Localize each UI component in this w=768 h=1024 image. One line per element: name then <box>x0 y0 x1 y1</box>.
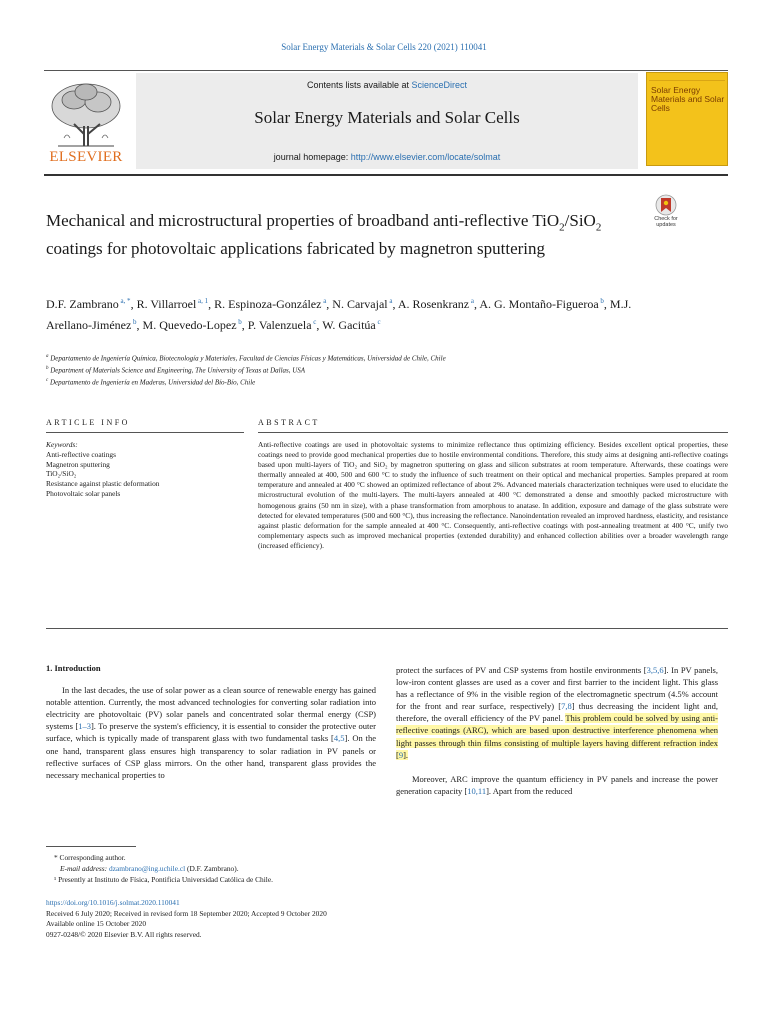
journal-citation[interactable]: Solar Energy Materials & Solar Cells 220 (2021) 110041 <box>281 42 487 52</box>
author-separator: , <box>316 318 323 332</box>
affiliation-list <box>46 352 726 387</box>
author-separator: , <box>136 318 143 332</box>
article-info-rule <box>46 432 244 433</box>
elsevier-wordmark: ELSEVIER <box>49 149 123 165</box>
author-affiliation-mark[interactable]: a <box>387 297 393 305</box>
author-name[interactable]: M. Quevedo-Lopez <box>142 318 237 332</box>
intro-paragraph-1: In the last decades, the use of solar power as a clean source of renewable energy has gained notable attention. Currently, the most advanced technologies for converting solar radiation into electricity are photovoltaic (PV) solar panels and concentrated solar thermal energy (CSP) systems [1–3]. To preserve the system's efficiency, it is essential to consider the protective outer surface, which is typically made of transparent glass with two fundamental tasks [4,5]. On the one hand, transparent glass ensures high transparency to solar radiation in PV panels or reflective surfaces of CSP glass mirrors. On the other hand, transparent glass provides the necessary mechanical properties to <box>46 685 377 780</box>
doi-link[interactable]: https://doi.org/10.1016/j.solmat.2020.110041 <box>46 898 180 907</box>
author-affiliation-mark[interactable]: c <box>375 318 381 326</box>
reference-link[interactable]: 3,5,6 <box>646 665 664 675</box>
contents-availability <box>136 80 638 90</box>
affiliation-mark: a <box>46 354 49 359</box>
header-bottom-rule <box>44 174 728 176</box>
keywords-label: Keywords: <box>46 440 78 449</box>
footnotes <box>46 852 726 885</box>
keyword-item: Photovoltaic solar panels <box>46 488 121 498</box>
reference-link[interactable]: 9 <box>398 749 404 760</box>
sciencedirect-link[interactable]: ScienceDirect <box>411 80 468 90</box>
keyword-item: TiO₂/SiO₂ <box>46 469 77 479</box>
author-affiliation-mark[interactable]: b <box>131 318 137 326</box>
bookmark-icon <box>646 194 686 216</box>
affiliation-text: Department of Materials Science and Engineering, The University of Texas at Dallas, USA <box>48 366 306 375</box>
article-title: Mechanical and microstructural properties of broadband anti-reflective TiO$_2$/SiO$_2$ coatings for photovoltaic applications fabricated by magnetron sputtering <box>46 211 602 259</box>
journal-homepage <box>136 152 638 162</box>
publication-info <box>46 898 726 940</box>
author-separator: , <box>392 297 398 311</box>
homepage-link[interactable]: http://www.elsevier.com/locate/solmat <box>350 152 501 162</box>
author-separator: , <box>603 297 610 311</box>
affiliation-mark: b <box>46 365 49 371</box>
abstract-heading: ABSTRACT <box>258 418 320 427</box>
cover-title: Solar Energy Materials and Solar Cells <box>651 85 725 113</box>
abstract-bottom-rule <box>46 628 728 629</box>
affiliation-text: Departamento de Ingeniería en Maderas, Universidad del Bío-Bío, Chile <box>48 377 256 386</box>
keyword-item: Anti-reflective coatings <box>46 449 116 459</box>
author-affiliation-mark[interactable]: c <box>311 318 317 326</box>
author-separator: , <box>208 297 215 311</box>
author-name[interactable]: A. G. Montaño-Figueroa <box>479 297 599 311</box>
check-for-updates-label: Check for updates <box>654 216 678 228</box>
section-heading-introduction: 1. Introduction <box>46 663 101 673</box>
author-name[interactable]: N. Carvajal <box>332 297 388 311</box>
author-separator: , <box>241 318 248 332</box>
affiliation-mark: c <box>46 377 49 383</box>
abstract-text: Anti-reflective coatings are used in photovoltaic systems to minimize reflectance thus optimizing efficiency. Besides excellent optical properties, these coatings need to provide good mechanical properties due to hostile environmental conditions. Therefore, this study aims at designing anti-reflective coatings based upon multi-layers of TiO₂ and SiO₂ by magnetron sputtering on glass and silicon substrates at room temperature. Afterwards, these coatings were thermally annealed at 400, 500 and 600 °C to study the influence of such treatment on their optical and mechanical properties. Samples prepared at room temperature and annealed at 400 °C showed an optimized reflectance of about 2%. Advanced materials characterization techniques were used to elucidate the microstructural evolution of the multi-layers. The multi-layers annealed at 400 °C demonstrated a dense and smoothly packed microstructure with homogenous grains (50 nm in size), with a phase transformation from amorphous to anatase. In addition, exposure and damage of the glass substrate were detected for elevated temperatures (500 and 600 °C), thus increasing the reflectance. Nanoindentation revealed an improved hardness, elasticity, and resistance against plastic deformation for the sample annealed at 400 °C. Consequently, anti-reflective coatings with post-annealing treatment at 400 °C, unify two complementary aspects such as improved mechanical properties (extended durability) and enhanced collection abilities over a broader wavelength range (increased efficiency). <box>258 440 728 550</box>
corresponding-author-note: * Corresponding author. <box>54 853 126 862</box>
check-for-updates-badge[interactable] <box>646 194 686 234</box>
author-affiliation-mark[interactable]: a, 1 <box>196 297 209 305</box>
keyword-item: Resistance against plastic deformation <box>46 479 160 489</box>
contents-prefix: Contents lists available at <box>306 80 412 90</box>
intro-paragraph-2: Moreover, ARC improve the quantum efficiency in PV panels and increase the power generation capacity [10,11]. Apart from the reduced <box>396 773 718 796</box>
author-affiliation-mark[interactable]: a <box>469 297 474 305</box>
author-email-link[interactable]: dzambrano@ing.uchile.cl <box>109 864 186 873</box>
body-column-right <box>396 664 718 797</box>
present-address-note: ¹ Presently at Instituto de Física, Pontificia Universidad Católica de Chile. <box>54 875 273 884</box>
journal-cover-thumbnail[interactable] <box>646 72 728 166</box>
article-info-heading: ARTICLE INFO <box>46 418 130 427</box>
homepage-prefix: journal homepage: <box>273 152 351 162</box>
affiliation-item <box>46 352 726 364</box>
author-separator: , <box>474 297 480 311</box>
author-affiliation-mark[interactable]: b <box>598 297 604 305</box>
abstract-rule <box>258 432 728 433</box>
affiliation-text: Departamento de Ingeniería Química, Biotecnología y Materiales, Facultad de Ciencias Físicas y Matemáticas, Universidad de Chile, Chile <box>48 354 446 363</box>
affiliation-item <box>46 364 726 376</box>
author-separator: , <box>130 297 137 311</box>
author-affiliation-mark[interactable]: a, * <box>118 297 131 305</box>
affiliation-item <box>46 376 726 388</box>
highlighted-text: This problem could be solved by using anti-reflective coatings (ARC), which are based upon destructive interference phenomena when light passes through thin films consisting of multiple layers having different refraction index [9]. <box>396 713 718 760</box>
copyright: 0927-0248/© 2020 Elsevier B.V. All rights reserved. <box>46 929 202 939</box>
author-name[interactable]: R. Villarroel <box>136 297 197 311</box>
author-name[interactable]: D.F. Zambrano <box>46 297 119 311</box>
author-name[interactable]: A. Rosenkranz <box>397 297 470 311</box>
author-name[interactable]: M.J. Arellano-Jiménez <box>46 297 632 332</box>
reference-link[interactable]: 4,5 <box>333 733 345 744</box>
author-separator: , <box>326 297 333 311</box>
body-column-left <box>46 662 376 781</box>
reference-link[interactable]: 7,8 <box>561 701 572 712</box>
author-affiliation-mark[interactable]: a <box>321 297 327 305</box>
footnote-rule <box>46 846 136 847</box>
reference-link[interactable]: 1–3 <box>78 721 91 732</box>
author-list <box>46 292 666 334</box>
keyword-item: Magnetron sputtering <box>46 459 110 469</box>
author-affiliation-mark[interactable]: b <box>236 318 242 326</box>
author-name[interactable]: R. Espinoza-González <box>214 297 322 311</box>
journal-title: Solar Energy Materials and Solar Cells <box>254 108 520 127</box>
cover-strip <box>649 75 725 81</box>
received-dates: Received 6 July 2020; Received in revised form 18 September 2020; Accepted 9 October 2020 <box>46 908 327 918</box>
intro-paragraph-1-cont: protect the surfaces of PV and CSP systems from hostile environments [3,5,6]. In PV panels, low-iron content glasses are used as a cover and first barrier to the incident light. This glass has a reflectance of 9% in the visible region of the electromagnetic spectrum (4.5% account for the front and rear surface, respectively) [7,8] thus decreasing the incident light and, therefore, the overall efficiency of the PV panel. This problem could be solved by using anti-reflective coatings (ARC), which are based upon destructive interference phenomena when light passes through thin films consisting of multiple layers having different refraction index [9]. <box>396 665 719 760</box>
author-name[interactable]: P. Valenzuela <box>247 318 312 332</box>
header-top-rule <box>44 70 728 71</box>
available-online: Available online 15 October 2020 <box>46 919 147 928</box>
email-note: E-mail address: dzambrano@ing.uchile.cl (D.F. Zambrano). <box>60 864 239 873</box>
keywords-block <box>46 440 244 499</box>
author-name[interactable]: W. Gacitúa <box>322 318 376 332</box>
reference-link[interactable]: 10,11 <box>467 785 487 796</box>
